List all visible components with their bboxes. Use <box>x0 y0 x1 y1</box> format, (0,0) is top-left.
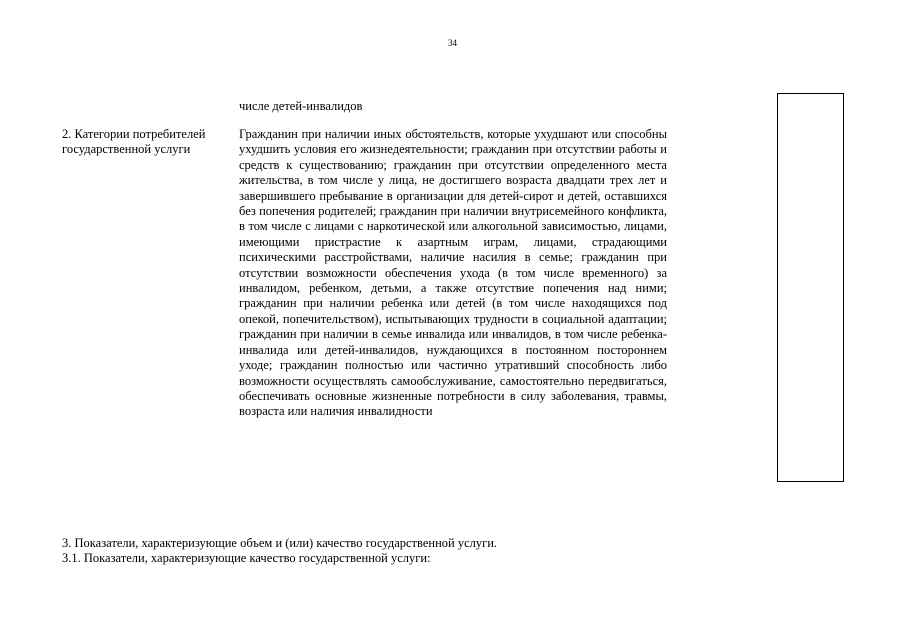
section-3-heading: 3. Показатели, характеризующие объем и (или) качество государственной услуги. <box>62 536 498 550</box>
continuation-text: числе детей-инвалидов <box>239 99 363 113</box>
category-label: 2. Категории потребителей государственной услуги <box>62 127 206 157</box>
side-box <box>777 93 844 482</box>
category-description: Гражданин при наличии иных обстоятельств, которые ухудшают или способны ухудшить условия его жизнедеятельности; гражданин при отсутствии работы и средств к существованию; гражданин при отсутствии определенного места жительства, в том числе у лица, не достигшего возраста двадцати трех лет и завершившего пребывание в организации для детей-сирот и детей, оставшихся без попечения родителей; гражданин при наличии внутрисемейного конфликта, в том числе с лицами с наркотической или алкогольной зависимостью, лицами, имеющими пристрастие к азартным играм, лицами, страдающими психическими расстройствами, наличие насилия в семье; гражданин при отсутствии возможности обеспечения ухода (в том числе временного) за инвалидом, ребенком, детьми, а также отсутствие попечения над ними; гражданин при наличии ребенка или детей (в том числе находящихся под опекой, попечительством), испытывающих трудности в социальной адаптации; гражданин при наличии в семье инвалида или инвалидов, в том числе ребенка-инвалида или детей-инвалидов, нуждающихся в постоянном постороннем уходе; гражданин полностью или частично утративший способность либо возможности осуществлять самообслуживание, самостоятельно передвигаться, обеспечивать основные жизненные потребности в силу заболевания, травмы, возраста или наличия инвалидности <box>239 127 667 419</box>
page-number: 34 <box>448 38 457 48</box>
section-3-1-heading: 3.1. Показатели, характеризующие качество государственной услуги: <box>62 551 431 565</box>
